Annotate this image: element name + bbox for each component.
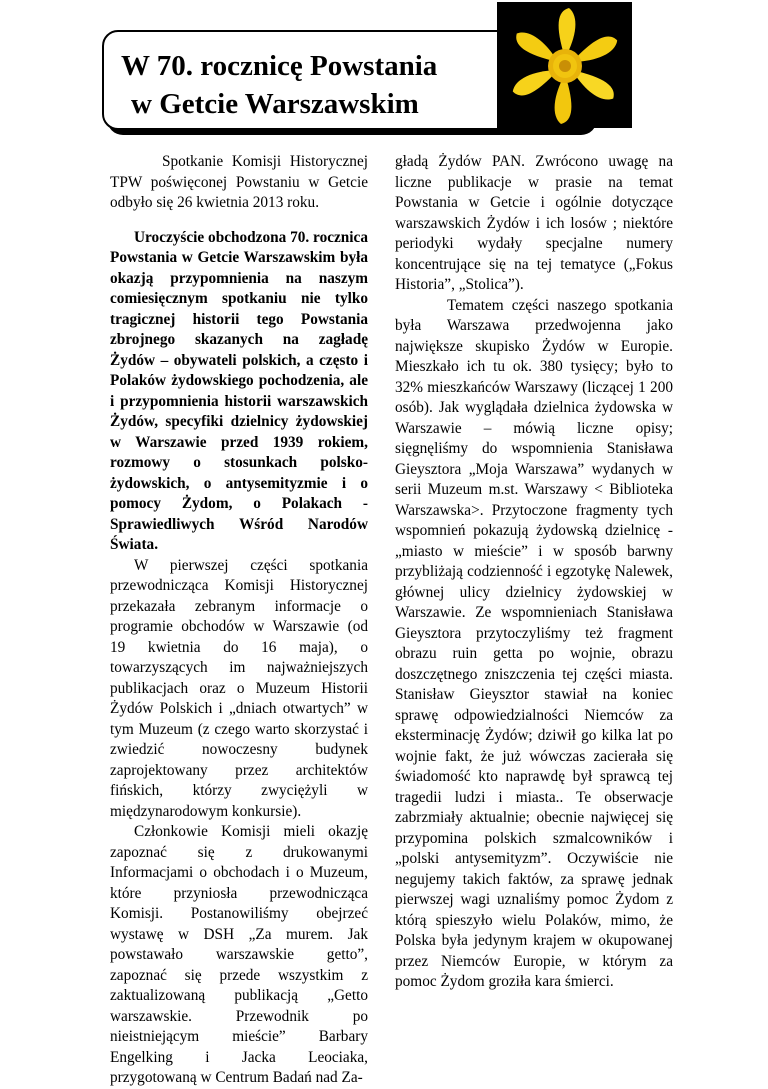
left-column bbox=[110, 152, 368, 1089]
title-line-1: W 70. rocznicę Powstania bbox=[121, 50, 438, 82]
title-line-2: w Getcie Warszawskim bbox=[131, 88, 419, 120]
bold-lead-paragraph: Uroczyście obchodzona 70. rocznica Powstania w Getcie Warszawskim była okazją przypomnienia na naszym comiesięcznym spotkaniu nie tylko tragicznej historii tego Powstania zbrojnego skazanych na zagładę Żydów – obywateli polskich, a często i Polaków żydowskiego pochodzenia, ale i przypomnienia historii warszawskich Żydów, specyfiki dzielnicy żydowskiej w Warszawie przed 1939 rokiem, rozmowy o stosunkach polsko-żydowskich, o antysemityzmie i o pomocy Żydom, o Polakach - Sprawiedliwych Wśród Narodów Świata. bbox=[110, 228, 368, 553]
paragraph-first-part: W pierwszej części spotkania przewodnicząca Komisji Historycznej przekazała zebranym informacje o programie obchodów w Warszawie (od 19 kwietnia do 16 maja), o towarzyszących im najważniejszych publikacjach oraz o Muzeum Historii Żydów Polskich i „dniach otwartych” w tym Muzeum (z czego warto skorzystać i zwiedzić nowoczesny budynek zaprojektowany przez architektów fińskich, którzy zwyciężyli w międzynarodowym konkursie). bbox=[110, 556, 368, 820]
paragraph-continued: gładą Żydów PAN. Zwrócono uwagę na liczne publikacje w prasie na temat Powstania w Getcie i ogólnie dotyczące warszawskich Żydów i ich losów ; niektóre periodyki wydały specjalne numery koncentrujące się na tej tematyce („Fokus Historia”, „Stolica”). bbox=[395, 153, 673, 293]
intro-paragraph: Spotkanie Komisji Historycznej TPW poświęconej Powstaniu w Getcie odbyło się 26 kwietnia 2013 roku. bbox=[110, 153, 368, 211]
paragraph-members: Członkowie Komisji mieli okazję zapoznać się z drukowanymi Informacjami o obchodach i o Muzeum, które przyniosła przewodnicząca Komisji. Postanowiliśmy obejrzeć wystawę w DSH „Za murem. Jak powstawało warszawskie getto”, zapoznać się przede wszystkim z zaktualizowaną publikacją „Getto warszawskie. Przewodnik po nieistniejącym mieście” Barbary Engelking i Jacka Leociaka, przygotowaną w Centrum Badań nad Za- bbox=[110, 823, 368, 1086]
daffodil-icon bbox=[497, 2, 632, 128]
paragraph-prewar-warsaw: Tematem części naszego spotkania była Warszawa przedwojenna jako największe skupisko Żydów w Europie. Mieszkało ich tu ok. 380 tysięcy; było to 32% mieszkańców Warszawy (liczącej 1 200 osób). Jak wyglądała dzielnica żydowska w Warszawie – mówią liczne opisy; sięgnęliśmy do wspomnienia Stanisława Gieysztora „Moja Warszawa” wydanych w serii Muzeum m.st. Warszawy < Biblioteka Warszawska>. Przytoczone fragmenty tych wspomnień pokazują żydowską dzielnicę - „miasto w mieście” i w sposób barwny przybliżają codzienność i egzotykę Nalewek, głównej ulicy dzielnicy żydowskiej w Warszawie. Ze wspomnieniach Stanisława Gieysztora przytoczyliśmy też fragment obrazu ruin getta po wojnie, obrazu doszczętnego zniszczenia tej części miasta. Stanisław Gieysztor stawiał na koniec sprawę odpowiedzialności Niemców za eksterminację Żydów; dziwił go kilka lat po wojnie fakt, że już wówczas zacierała się świadomość kto naprawdę był sprawcą tej tragedii ludzi i miasta.. Te obserwacje zabrzmiały aktualnie; obecnie najwięcej się przypomina polskich szmalcowników i „polski antysemityzm”. Oczywiście nie negujemy takich faktów, za sprawę jednak pierwszej wagi uznaliśmy pomoc Żydom z którą spieszyło wielu Polaków, mimo, że Polska była jedynym krajem w okupowanej przez Niemców Europie, w którym za pomoc Żydom groziła kara śmierci. bbox=[395, 296, 673, 990]
right-column bbox=[395, 152, 673, 993]
